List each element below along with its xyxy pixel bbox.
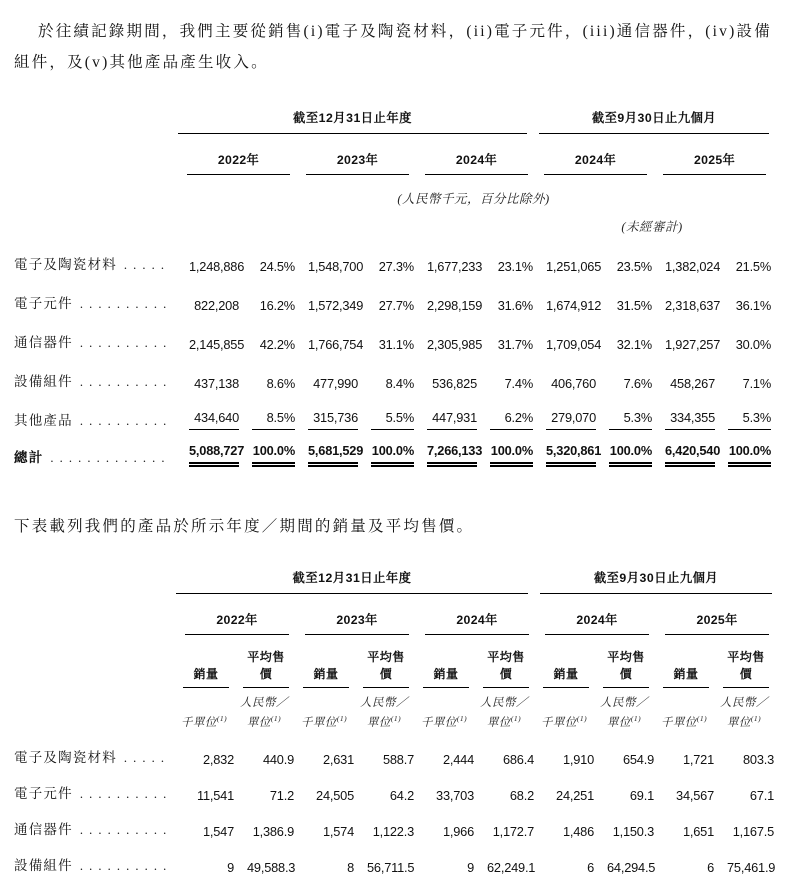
unit-asp: 人民幣／ 單位$^{(1)}$	[360, 697, 408, 729]
value-cell: 279,070	[546, 410, 596, 430]
pct-cell: 8.6%	[266, 376, 295, 391]
value-cell: 1,248,886	[189, 259, 245, 274]
year-header-2023: 2023年	[306, 150, 409, 175]
col-header-asp: 平均售價	[483, 648, 529, 688]
asp-cell: 49,588.3	[247, 859, 296, 875]
total-pct-cell: 100.0%	[609, 443, 652, 467]
pct-cell: 5.5%	[371, 410, 414, 430]
volume-cell: 2,631	[322, 751, 354, 767]
col-header-volume: 銷量	[303, 665, 349, 688]
col-header-asp: 平均售價	[603, 648, 649, 688]
note-unaudited: (未經審計)	[621, 220, 683, 234]
year-header-row	[14, 134, 771, 175]
dot-leader	[80, 821, 168, 839]
table-row	[14, 767, 774, 803]
dot-leader	[50, 449, 170, 467]
row-label: 電子元件	[14, 785, 73, 801]
year-header-2024-9m: 2024年	[545, 610, 649, 635]
pct-cell: 31.5%	[616, 298, 652, 313]
value-cell: 1,927,257	[665, 337, 721, 352]
paragraph-sales-intro: 下表載列我們的產品於所示年度／期間的銷量及平均售價。	[14, 518, 475, 535]
group-header-annual: 截至12月31日止年度	[178, 108, 527, 134]
volume-cell: 1,574	[322, 823, 354, 839]
row-label: 通信器件	[14, 821, 73, 837]
volume-cell: 9	[227, 859, 234, 875]
value-cell: 458,267	[670, 376, 715, 391]
asp-cell: 67.1	[749, 787, 775, 803]
unit-volume: 千單位$^{(1)}$	[660, 714, 708, 729]
col-header-asp: 平均售價	[243, 648, 289, 688]
table-row	[14, 731, 774, 767]
year-header-2025-9m: 2025年	[665, 610, 769, 635]
pct-cell: 8.5%	[252, 410, 295, 430]
pct-cell: 23.1%	[497, 259, 533, 274]
asp-cell: 75,461.9	[727, 859, 776, 875]
volume-cell: 1,721	[682, 751, 714, 767]
table-row	[14, 352, 771, 391]
total-row	[14, 430, 771, 467]
sales-volume-asp-table	[14, 568, 774, 875]
dot-leader	[80, 857, 168, 875]
table-row	[14, 391, 771, 430]
volume-cell: 2,444	[442, 751, 474, 767]
dot-leader	[80, 295, 170, 313]
pct-cell: 8.4%	[385, 376, 414, 391]
total-pct-cell: 100.0%	[252, 443, 295, 467]
col-header-asp: 平均售價	[363, 648, 409, 688]
asp-cell: 1,150.3	[612, 823, 654, 839]
pct-cell: 31.6%	[497, 298, 533, 313]
total-value-cell: 5,320,861	[546, 443, 596, 467]
value-cell: 1,382,024	[665, 259, 721, 274]
volume-cell: 24,251	[556, 787, 594, 803]
value-cell: 447,931	[427, 410, 477, 430]
pct-cell: 6.2%	[490, 410, 533, 430]
value-cell: 1,677,233	[427, 259, 483, 274]
asp-cell: 654.9	[622, 751, 654, 767]
asp-cell: 68.2	[509, 787, 534, 803]
revenue-breakdown-table	[14, 108, 771, 467]
asp-cell: 588.7	[382, 751, 414, 767]
pct-cell: 21.5%	[735, 259, 772, 274]
units-row	[14, 688, 774, 731]
row-label: 設備組件	[14, 374, 73, 389]
pct-cell: 30.0%	[735, 337, 772, 352]
asp-cell: 1,122.3	[372, 823, 414, 839]
year-header-2025-9m: 2025年	[663, 150, 766, 175]
row-label: 其他產品	[14, 413, 73, 428]
asp-cell: 1,172.7	[492, 823, 534, 839]
pct-cell: 42.2%	[259, 337, 295, 352]
volume-cell: 1,486	[562, 823, 594, 839]
asp-cell: 1,386.9	[252, 823, 294, 839]
value-cell: 1,548,700	[308, 259, 364, 274]
dot-leader	[80, 334, 170, 352]
group-header-row	[14, 568, 774, 594]
col-header-volume: 銷量	[423, 665, 469, 688]
asp-cell: 686.4	[502, 751, 534, 767]
year-header-2022: 2022年	[187, 150, 290, 175]
total-pct-cell: 100.0%	[728, 443, 771, 467]
asp-cell: 62,249.1	[487, 859, 536, 875]
row-label: 電子及陶瓷材料	[14, 749, 117, 765]
unit-asp: 人民幣／ 單位$^{(1)}$	[240, 697, 288, 729]
dot-leader	[80, 412, 170, 430]
value-cell: 315,736	[308, 410, 358, 430]
asp-cell: 71.2	[269, 787, 294, 803]
dot-leader	[124, 749, 168, 767]
year-header-2024: 2024年	[425, 610, 529, 635]
pct-cell: 24.5%	[259, 259, 295, 274]
paragraph-revenue-intro: 於往績記錄期間，我們主要從銷售(i)電子及陶瓷材料，(ii)電子元件，(iii)通信器件，(iv)設備組件，及(v)其他產品產生收入。	[14, 23, 772, 71]
unit-volume: 千單位$^{(1)}$	[300, 714, 348, 729]
asp-cell: 1,167.5	[732, 823, 775, 839]
dot-leader	[80, 785, 168, 803]
value-cell: 1,251,065	[546, 259, 602, 274]
pct-cell: 7.4%	[504, 376, 533, 391]
pct-cell: 32.1%	[616, 337, 652, 352]
table-row	[14, 274, 771, 313]
total-value-cell: 6,420,540	[665, 443, 715, 467]
pct-cell: 7.1%	[742, 376, 772, 391]
value-cell: 536,825	[432, 376, 477, 391]
value-cell: 1,766,754	[308, 337, 364, 352]
total-label: 總計	[14, 450, 44, 465]
group-header-nine-months: 截至9月30日止九個月	[539, 108, 769, 134]
value-cell: 2,145,855	[189, 337, 245, 352]
pct-cell: 27.3%	[378, 259, 414, 274]
pct-cell: 23.5%	[616, 259, 652, 274]
value-cell: 2,305,985	[427, 337, 483, 352]
value-cell: 434,640	[189, 410, 239, 430]
value-cell: 477,990	[313, 376, 358, 391]
volume-cell: 2,832	[202, 751, 234, 767]
volume-cell: 24,505	[316, 787, 354, 803]
table-row	[14, 313, 771, 352]
volume-cell: 11,541	[197, 787, 234, 803]
total-pct-cell: 100.0%	[490, 443, 533, 467]
note-row	[14, 207, 771, 235]
volume-cell: 8	[347, 859, 354, 875]
value-cell: 1,709,054	[546, 337, 602, 352]
note-currency-unit: (人民幣千元，百分比除外)	[397, 192, 550, 206]
year-header-2024-9m: 2024年	[544, 150, 647, 175]
col-header-volume: 銷量	[183, 665, 229, 688]
volume-cell: 1,910	[562, 751, 594, 767]
total-pct-cell: 100.0%	[371, 443, 414, 467]
pct-cell: 5.3%	[609, 410, 652, 430]
value-cell: 1,572,349	[308, 298, 364, 313]
asp-cell: 64,294.5	[607, 859, 656, 875]
value-cell: 437,138	[194, 376, 239, 391]
total-value-cell: 5,088,727	[189, 443, 239, 467]
year-header-row	[14, 594, 774, 635]
dot-leader	[80, 373, 170, 391]
year-header-2022: 2022年	[185, 610, 289, 635]
table-row	[14, 839, 774, 875]
volume-cell: 1,547	[202, 823, 234, 839]
unit-volume: 千單位$^{(1)}$	[420, 714, 468, 729]
volume-cell: 9	[467, 859, 474, 875]
volume-cell: 33,703	[436, 787, 474, 803]
asp-cell: 64.2	[389, 787, 414, 803]
group-header-annual: 截至12月31日止年度	[176, 568, 528, 594]
unit-volume: 千單位$^{(1)}$	[540, 714, 588, 729]
asp-cell: 803.3	[743, 751, 775, 767]
pct-cell: 27.7%	[378, 298, 414, 313]
volume-cell: 1,651	[682, 823, 714, 839]
unit-asp: 人民幣／ 單位$^{(1)}$	[480, 697, 528, 729]
group-header-row	[14, 108, 771, 134]
dot-leader	[124, 256, 170, 274]
row-label: 設備組件	[14, 857, 73, 873]
row-label: 電子及陶瓷材料	[14, 257, 117, 272]
row-label: 通信器件	[14, 335, 73, 350]
col-header-asp: 平均售價	[723, 648, 769, 688]
value-cell: 406,760	[551, 376, 596, 391]
volume-cell: 6	[587, 859, 594, 875]
pct-cell: 7.6%	[623, 376, 652, 391]
volume-cell: 34,567	[676, 787, 714, 803]
volume-cell: 6	[707, 859, 714, 875]
pct-cell: 36.1%	[735, 298, 772, 313]
total-value-cell: 5,681,529	[308, 443, 358, 467]
total-value-cell: 7,266,133	[427, 443, 477, 467]
value-cell: 822,208	[194, 298, 239, 313]
sub-header-row	[14, 635, 774, 688]
table-row	[14, 803, 774, 839]
unit-asp: 人民幣／ 單位$^{(1)}$	[720, 697, 769, 729]
group-header-nine-months: 截至9月30日止九個月	[540, 568, 772, 594]
year-header-2023: 2023年	[305, 610, 409, 635]
value-cell: 2,318,637	[665, 298, 721, 313]
table-row	[14, 235, 771, 274]
unit-asp: 人民幣／ 單位$^{(1)}$	[600, 697, 648, 729]
value-cell: 2,298,159	[427, 298, 483, 313]
value-cell: 334,355	[665, 410, 715, 430]
unit-volume: 千單位$^{(1)}$	[180, 714, 228, 729]
note-row	[14, 175, 771, 207]
year-header-2024: 2024年	[425, 150, 528, 175]
pct-cell: 31.1%	[378, 337, 414, 352]
pct-cell: 16.2%	[259, 298, 295, 313]
volume-cell: 1,966	[442, 823, 474, 839]
col-header-volume: 銷量	[543, 665, 589, 688]
row-label: 電子元件	[14, 296, 73, 311]
asp-cell: 69.1	[629, 787, 654, 803]
pct-cell: 5.3%	[728, 410, 771, 430]
pct-cell: 31.7%	[497, 337, 533, 352]
value-cell: 1,674,912	[546, 298, 602, 313]
asp-cell: 440.9	[262, 751, 294, 767]
asp-cell: 56,711.5	[367, 859, 415, 875]
col-header-volume: 銷量	[663, 665, 709, 688]
